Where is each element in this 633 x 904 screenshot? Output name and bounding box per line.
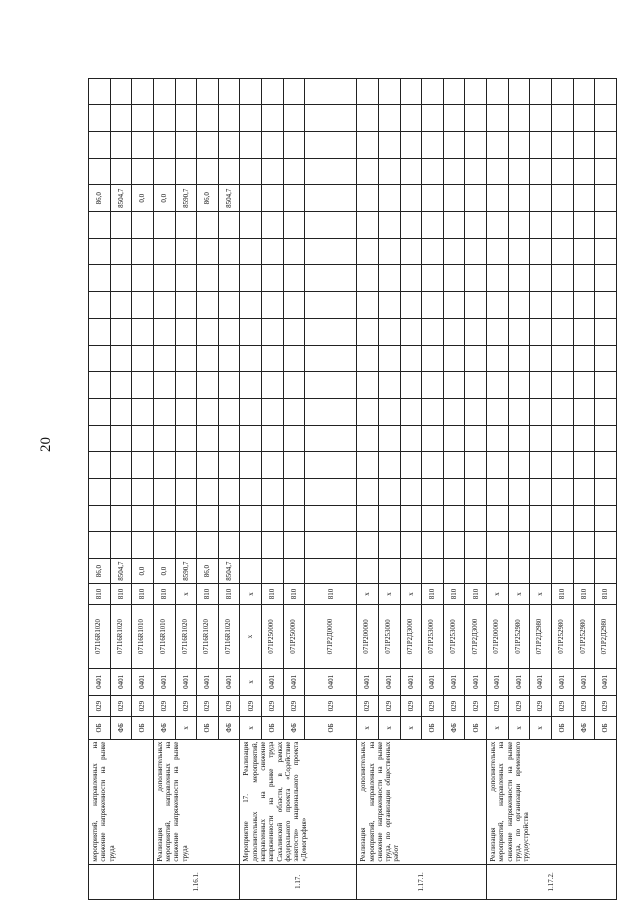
fund-cell: ФБ [110, 717, 132, 739]
budget-table-rotated [88, 24, 617, 900]
grbs-cell: 029 [175, 695, 197, 716]
rz-cell: 0401 [508, 668, 530, 695]
csr-cell: 071P252980 [573, 605, 595, 669]
csr-cell: 07116R1020 [175, 605, 197, 669]
vr-cell: 810 [551, 583, 573, 604]
rz-cell: x [240, 668, 262, 695]
grbs-cell: 029 [595, 695, 617, 716]
fund-cell: ФБ [153, 717, 175, 739]
csr-cell: 071P2Д3000 [465, 605, 487, 669]
csr-cell: 071P253000 [422, 605, 444, 669]
csr-cell: 07116R1020 [197, 605, 219, 669]
table-row [357, 25, 379, 900]
csr-cell: 071P252980 [551, 605, 573, 669]
rz-cell: 0401 [378, 668, 400, 695]
vr-cell: x [530, 583, 552, 604]
vr-cell: 810 [197, 583, 219, 604]
vr-cell: x [508, 583, 530, 604]
fund-cell: x [530, 717, 552, 739]
rz-cell: 0401 [487, 668, 509, 695]
csr-cell: 071P250000 [262, 605, 284, 669]
grbs-cell: 029 [110, 695, 132, 716]
vr-cell: 810 [153, 583, 175, 604]
grbs-cell: 029 [530, 695, 552, 716]
vr-cell: x [175, 583, 197, 604]
grbs-cell: 029 [197, 695, 219, 716]
vr-cell: 810 [283, 583, 305, 604]
grbs-cell: 029 [422, 695, 444, 716]
fund-cell: x [357, 717, 379, 739]
csr-cell: 071P2Д2980 [530, 605, 552, 669]
rz-cell: 0401 [530, 668, 552, 695]
grbs-cell: 029 [508, 695, 530, 716]
vr-cell: 810 [110, 583, 132, 604]
vr-cell: 810 [305, 583, 357, 604]
vr-cell: 810 [443, 583, 465, 604]
csr-cell: 07116R1010 [132, 605, 154, 669]
vr-cell: x [378, 583, 400, 604]
row-number [89, 864, 154, 899]
rz-cell: 0401 [110, 668, 132, 695]
fund-cell: x [400, 717, 422, 739]
grbs-cell: 029 [465, 695, 487, 716]
csr-cell: 07116R1020 [218, 605, 240, 669]
rz-cell: 0401 [262, 668, 284, 695]
amount-cell: 0,0 [153, 559, 175, 584]
csr-cell: 07116R1010 [153, 605, 175, 669]
fund-cell: ФБ [218, 717, 240, 739]
grbs-cell: 029 [400, 695, 422, 716]
item-description: Реализация дополнительных мероприятий, направленных на снижение напряженности на рынке труда, по организации общественных работ [357, 739, 487, 864]
grbs-cell: 029 [551, 695, 573, 716]
csr-cell: 071P2Д0000 [305, 605, 357, 669]
vr-cell: 810 [218, 583, 240, 604]
rz-cell: 0401 [218, 668, 240, 695]
amount-cell: 0,0 [132, 559, 154, 584]
rz-cell: 0401 [400, 668, 422, 695]
table-row [89, 25, 111, 900]
table-row [240, 25, 262, 900]
grbs-cell: 029 [443, 695, 465, 716]
item-description: Мероприятие 17. Реализация дополнительных мероприятий, направленных на снижение напряженности на рынке труда Сахалинской области, в рамках федерального проекта «Содействие занятости» национального проекта «Демография» [240, 739, 357, 864]
vr-cell: 810 [132, 583, 154, 604]
vr-cell: x [357, 583, 379, 604]
fund-cell: ФБ [443, 717, 465, 739]
csr-cell: 071P200000 [487, 605, 509, 669]
grbs-cell: 029 [89, 695, 111, 716]
rz-cell: 0401 [422, 668, 444, 695]
fund-cell: x [240, 717, 262, 739]
csr-cell: 071P2Д2980 [595, 605, 617, 669]
table-row [487, 25, 509, 900]
vr-cell: 810 [262, 583, 284, 604]
csr-cell: 07116R1020 [110, 605, 132, 669]
fund-cell: ОБ [422, 717, 444, 739]
grbs-cell: 029 [573, 695, 595, 716]
amount-cell: 8590,7 [175, 559, 197, 584]
vr-cell: x [400, 583, 422, 604]
fund-cell: ОБ [89, 717, 111, 739]
amount-cell-right: 86,0 [197, 185, 219, 212]
amount-cell-right: 8590,7 [175, 185, 197, 212]
rz-cell: 0401 [305, 668, 357, 695]
fund-cell: ОБ [465, 717, 487, 739]
page-number: 20 [38, 437, 54, 452]
rz-cell: 0401 [551, 668, 573, 695]
rz-cell: 0401 [573, 668, 595, 695]
rz-cell: 0401 [132, 668, 154, 695]
item-number: 1.17.1. [357, 864, 487, 899]
rz-cell: 0401 [153, 668, 175, 695]
grbs-cell: 029 [132, 695, 154, 716]
amount-cell: 86,0 [197, 559, 219, 584]
vr-cell: x [487, 583, 509, 604]
grbs-cell: 029 [378, 695, 400, 716]
csr-cell: x [240, 605, 262, 669]
vr-cell: 810 [573, 583, 595, 604]
item-number: 1.17.2. [487, 864, 617, 899]
grbs-cell: 029 [283, 695, 305, 716]
rz-cell: 0401 [175, 668, 197, 695]
grbs-cell: 029 [240, 695, 262, 716]
item-description: Реализация дополнительных мероприятий, направленных на снижение напряженности на рынке труда, по организации временного трудоустройства [487, 739, 617, 864]
amount-cell: 8504,7 [110, 559, 132, 584]
csr-cell: 071P252980 [508, 605, 530, 669]
vr-cell: 810 [465, 583, 487, 604]
item-number: 1.17. [240, 864, 357, 899]
rz-cell: 0401 [443, 668, 465, 695]
fund-cell: ФБ [283, 717, 305, 739]
amount-cell-right: 86,0 [89, 185, 111, 212]
csr-cell: 071P200000 [357, 605, 379, 669]
csr-cell: 071P250000 [283, 605, 305, 669]
rz-cell: 0401 [357, 668, 379, 695]
csr-cell: 071P253000 [443, 605, 465, 669]
vr-cell: x [240, 583, 262, 604]
table-row [153, 25, 175, 900]
fund-cell: x [175, 717, 197, 739]
fund-cell: ОБ [551, 717, 573, 739]
amount-cell-right: 0,0 [132, 185, 154, 212]
grbs-cell: 029 [305, 695, 357, 716]
grbs-cell: 029 [487, 695, 509, 716]
amount-cell: 8504,7 [218, 559, 240, 584]
rz-cell: 0401 [197, 668, 219, 695]
rz-cell: 0401 [465, 668, 487, 695]
amount-cell: 86,0 [89, 559, 111, 584]
csr-cell: 071P2Д3000 [400, 605, 422, 669]
item-description: Реализация дополнительных мероприятий, направленных на снижение напряженности на рынке труда [153, 739, 240, 864]
fund-cell: ОБ [305, 717, 357, 739]
amount-cell-right: 8504,7 [218, 185, 240, 212]
grbs-cell: 029 [357, 695, 379, 716]
rz-cell: 0401 [595, 668, 617, 695]
budget-table [88, 24, 617, 900]
csr-cell: 071P253000 [378, 605, 400, 669]
fund-cell: x [487, 717, 509, 739]
vr-cell: 810 [595, 583, 617, 604]
rz-cell: 0401 [283, 668, 305, 695]
fund-cell: ОБ [262, 717, 284, 739]
fund-cell: ОБ [132, 717, 154, 739]
grbs-cell: 029 [218, 695, 240, 716]
grbs-cell: 029 [262, 695, 284, 716]
rz-cell: 0401 [89, 668, 111, 695]
fund-cell: x [508, 717, 530, 739]
fund-cell: ОБ [595, 717, 617, 739]
vr-cell: 810 [89, 583, 111, 604]
fund-cell: ОБ [197, 717, 219, 739]
item-description: мероприятий, направленных на снижение напряженности на рынке труда [89, 739, 154, 864]
amount-cell-right: 0,0 [153, 185, 175, 212]
vr-cell: 810 [422, 583, 444, 604]
fund-cell: ФБ [573, 717, 595, 739]
amount-cell-right: 8504,7 [110, 185, 132, 212]
item-number: 1.16.1. [153, 864, 240, 899]
csr-cell: 07116R1020 [89, 605, 111, 669]
grbs-cell: 029 [153, 695, 175, 716]
fund-cell: x [378, 717, 400, 739]
